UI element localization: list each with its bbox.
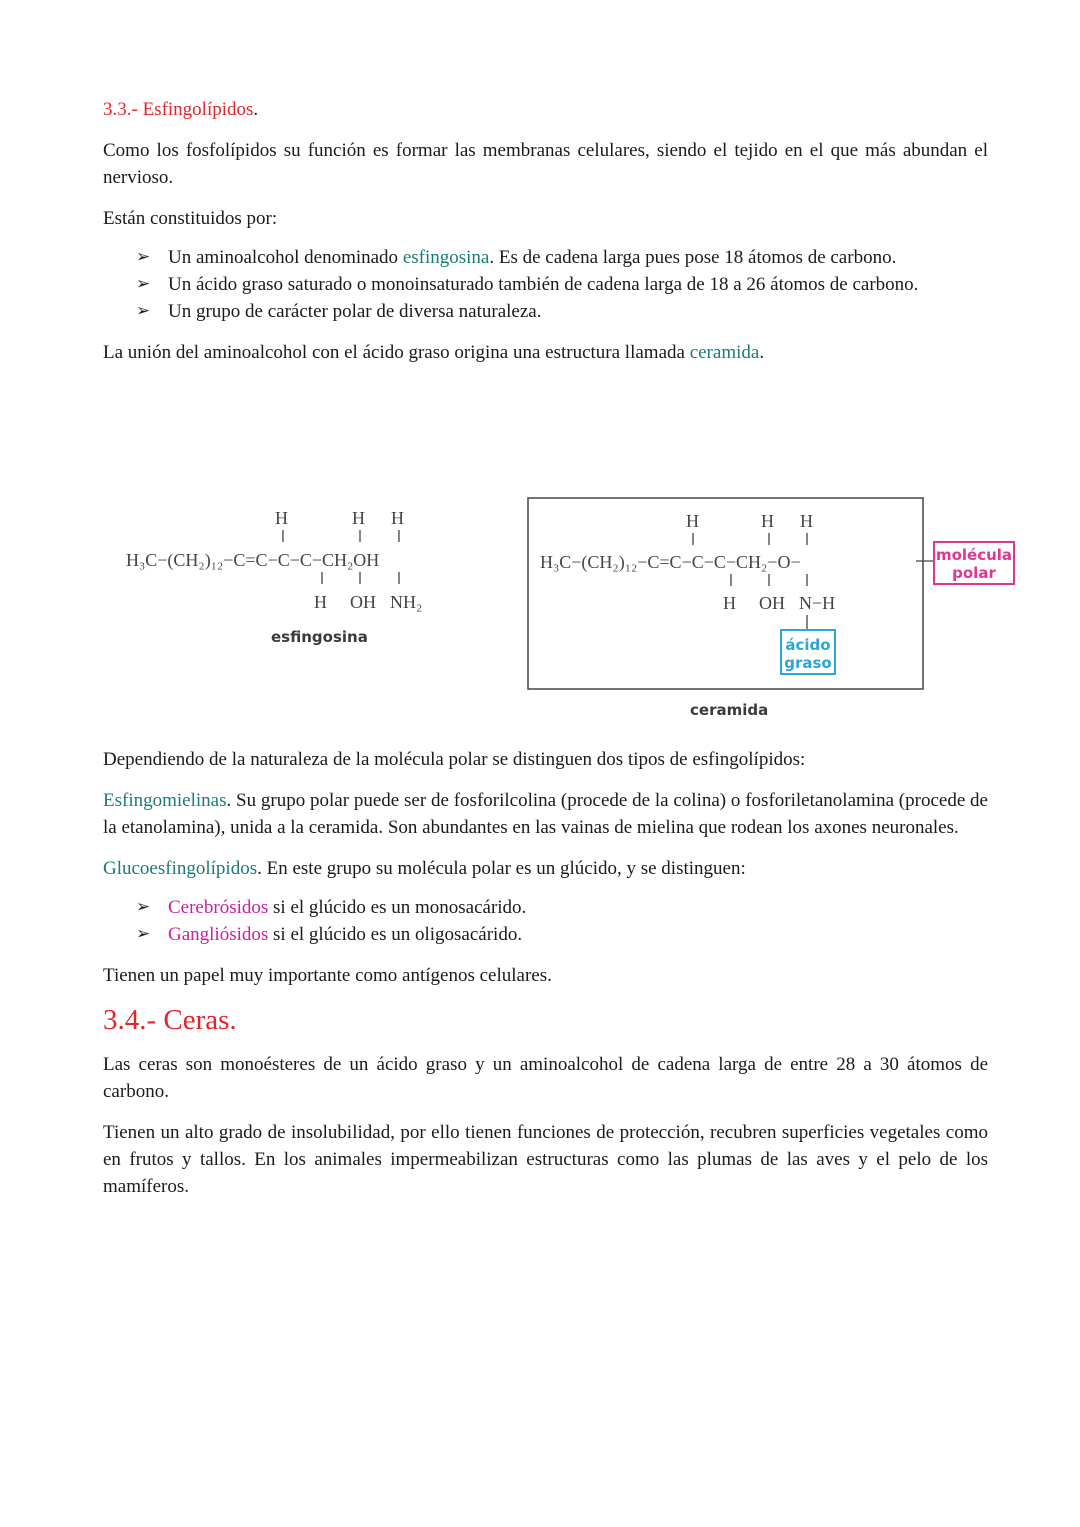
paragraph-constituted: Están constituidos por: <box>103 208 278 229</box>
h-label: H <box>275 508 288 528</box>
acido-graso-tag-line2: graso <box>784 654 832 672</box>
h-label: H <box>314 592 327 612</box>
nh-label: N−H <box>799 593 836 613</box>
paragraph-union: La unión del aminoalcohol con el ácido graso origina una estructura llamada ceramida. <box>103 342 765 363</box>
term-ceramida: ceramida <box>689 342 760 363</box>
ceramida-structure <box>528 498 923 719</box>
list-item: ➢ Cerebrósidos si el glúcido es un monosacárido. <box>168 894 988 921</box>
section-3-4-heading: 3.4.- Ceras. <box>103 1004 237 1036</box>
list-item: ➢ Un aminoalcohol denominado esfingosina. Es de cadena larga pues pose 18 átomos de carbono. <box>168 244 988 271</box>
paragraph-intro: Como los fosfolípidos su función es formar las membranas celulares, siendo el tejido en el que más abundan el nervioso. <box>103 140 988 188</box>
h-label: H <box>761 511 774 531</box>
term-gangliosidos: Gangliósidos <box>168 924 269 945</box>
paragraph-antigen: Tienen un papel muy importante como antígenos celulares. <box>103 965 552 986</box>
esfingosina-structure <box>126 508 422 646</box>
h-label: H <box>391 508 404 528</box>
term-cerebrosidos: Cerebrósidos <box>168 897 269 918</box>
gluco-list <box>103 894 988 948</box>
oh-label: OH <box>759 593 785 613</box>
ceramida-caption: ceramida <box>690 701 769 719</box>
chemical-structures-svg <box>0 480 1080 740</box>
ceramida-chain: H₃C−(CH₂)₁₂−C=C−C−C−CH₂−O− <box>540 552 801 572</box>
nh2-label: NH₂ <box>390 592 423 612</box>
h-label: H <box>686 511 699 531</box>
section-3-3-heading: 3.3.- Esfingolípidos. <box>103 99 259 120</box>
polar-tag-line1: molécula <box>935 546 1013 564</box>
list-item: ➢ Un grupo de carácter polar de diversa naturaleza. <box>168 298 988 325</box>
paragraph-types-intro: Dependiendo de la naturaleza de la molécula polar se distinguen dos tipos de esfingolípidos: <box>103 749 806 770</box>
constituents-list <box>103 244 988 325</box>
esfingosina-chain: H₃C−(CH₂)₁₂−C=C−C−C−CH₂OH <box>126 550 380 570</box>
list-item: ➢ Gangliósidos si el glúcido es un oligosacárido. <box>168 921 988 948</box>
paragraph-esfingomielinas: Esfingomielinas. Su grupo polar puede ser de fosforilcolina (procede de la colina) o fosforiletanolamina (procede de la etanolamina), unida a la ceramida. Son abundantes en las vainas de mielina que rodean los axones neuronales. <box>103 790 988 838</box>
term-esfingomielinas: Esfingomielinas <box>103 790 227 811</box>
paragraph-ceras-1: Las ceras son monoésteres de un ácido graso y un aminoalcohol de cadena larga de entre 28 a 30 átomos de carbono. <box>103 1054 988 1102</box>
list-item: ➢ Un ácido graso saturado o monoinsaturado también de cadena larga de 18 a 26 átomos de carbono. <box>168 271 988 298</box>
paragraph-glucoesfingolipidos: Glucoesfingolípidos. En este grupo su molécula polar es un glúcido, y se distinguen: <box>103 858 746 879</box>
term-glucoesfingolipidos: Glucoesfingolípidos <box>103 858 258 879</box>
h-label: H <box>800 511 813 531</box>
chemical-diagram <box>0 480 1080 740</box>
h-label: H <box>352 508 365 528</box>
polar-molecule-tag <box>916 542 1014 584</box>
h-label: H <box>723 593 736 613</box>
esfingosina-caption: esfingosina <box>271 628 368 646</box>
polar-tag-line2: polar <box>952 564 996 582</box>
term-esfingosina: esfingosina <box>402 247 490 268</box>
acido-graso-tag-line1: ácido <box>785 636 831 654</box>
paragraph-ceras-2: Tienen un alto grado de insolubilidad, por ello tienen funciones de protección, recubren superficies vegetales como en frutos y tallos. En los animales impermeabilizan estructuras como las plumas de las aves y el pelo de los mamíferos. <box>103 1122 988 1197</box>
oh-label: OH <box>350 592 376 612</box>
